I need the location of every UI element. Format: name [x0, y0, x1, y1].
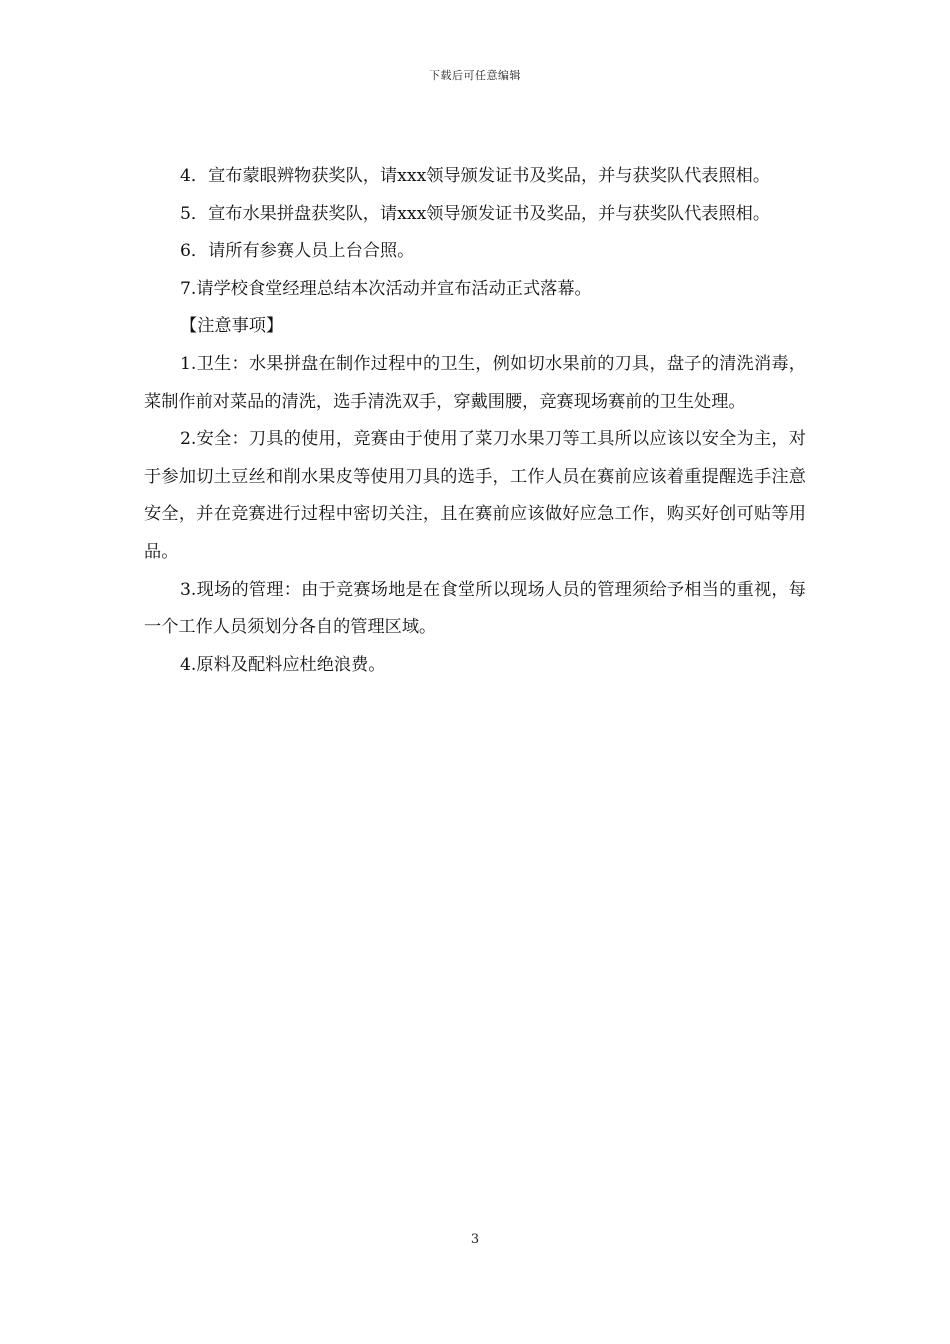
paragraph-waste: 4.原料及配料应杜绝浪费。	[180, 654, 386, 675]
paragraph-site-management: 3.现场的管理：由于竞赛场地是在食堂所以现场人员的管理须给予相当的重视，每一个工作人员须划分各自的管理区域。	[144, 579, 806, 638]
paragraph-award-blindfold: 4．宣布蒙眼辨物获奖队，请xxx领导颁发证书及奖品，并与获奖队代表照相。	[180, 166, 771, 186]
paragraph-award-fruit-platter: 5．宣布水果拼盘获奖队，请xxx领导颁发证书及奖品，并与获奖队代表照相。	[180, 203, 771, 224]
section-heading-notes: 【注意事项】	[180, 316, 284, 337]
paragraph-closing: 7.请学校食堂经理总结本次活动并宣布活动正式落幕。	[180, 278, 592, 299]
paragraph-group-photo: 6．请所有参赛人员上台合照。	[180, 241, 415, 262]
page-header: 下载后可任意编辑	[429, 69, 521, 82]
document-body	[144, 158, 806, 684]
paragraph-safety: 2.安全：刀具的使用，竞赛由于使用了菜刀水果刀等工具所以应该以安全为主，对于参加切土豆丝和削水果皮等使用刀具的选手，工作人员在赛前应该着重提醒选手注意安全，并在竞赛进行过程中密切关注，且在赛前应该做好应急工作，购买好创可贴等用品。	[144, 429, 806, 562]
paragraph-hygiene: 1.卫生：水果拼盘在制作过程中的卫生，例如切水果前的刀具，盘子的清洗消毒，菜制作前对菜品的清洗，选手清洗双手，穿戴围腰，竞赛现场赛前的卫生处理。	[144, 353, 806, 412]
page-number: 3	[470, 1232, 480, 1247]
